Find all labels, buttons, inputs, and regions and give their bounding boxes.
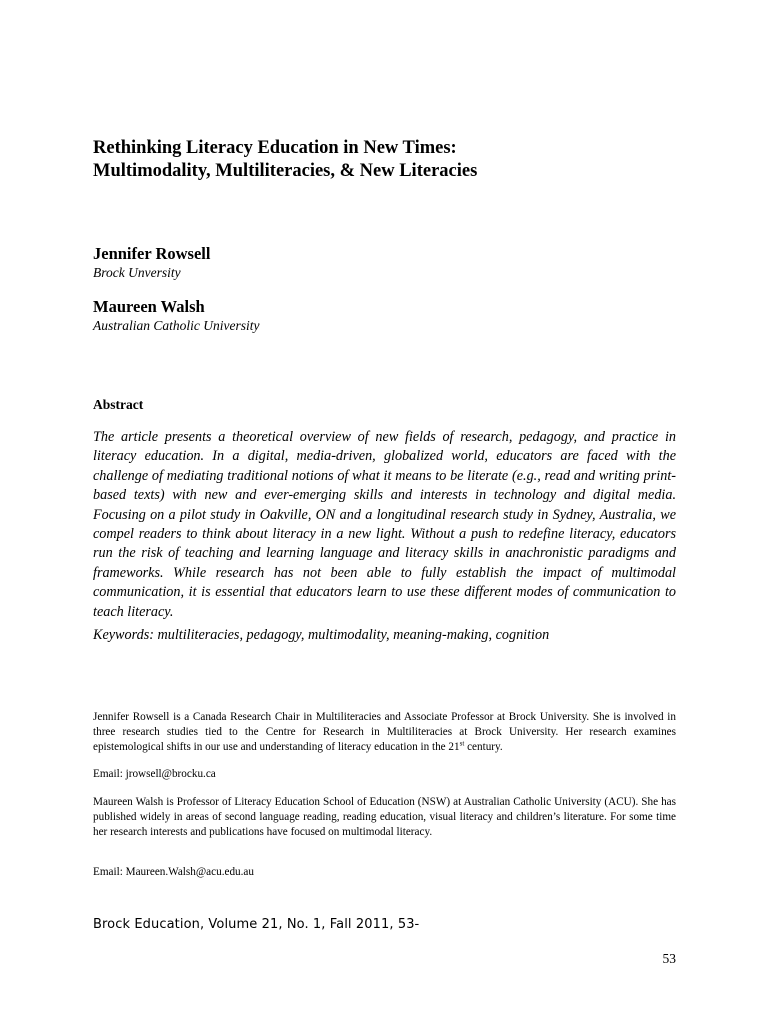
abstract-heading: Abstract bbox=[93, 397, 144, 412]
title-line-1: Rethinking Literacy Education in New Times: bbox=[93, 138, 457, 158]
author-name: Maureen Walsh bbox=[93, 297, 205, 316]
author-bio bbox=[93, 710, 676, 754]
author-affiliation: Australian Catholic University bbox=[93, 318, 260, 333]
author-email: Email: jrowsell@brocku.ca bbox=[93, 768, 216, 780]
author-affiliation: Brock Unversity bbox=[93, 265, 181, 280]
abstract-body: The article presents a theoretical overview of new fields of research, pedagogy, and practice in literacy education. In a digital, media-driven, globalized world, educators are faced with the challenge of mediating traditional notions of what it means to be literate (e.g., read and writing print-based texts) with new and ever-emerging skills and interests in technology and digital media. Focusing on a pilot study in Oakville, ON and a longitudinal research study in Sydney, Australia, we compel readers to think about literacy in a new light. Without a push to redefine literacy, educators run the risk of teaching and learning language and literacy skills in anachronistic paradigms and frameworks. While research has not been able to fully establish the impact of multimodal communication, it is essential that educators learn to use these different modes of communication to teach literacy. bbox=[93, 429, 676, 620]
author-block bbox=[93, 244, 593, 281]
author-name: Jennifer Rowsell bbox=[93, 244, 211, 263]
title-line-2: Multimodality, Multiliteracies, & New Literacies bbox=[93, 161, 478, 181]
author-bio: Maureen Walsh is Professor of Literacy Education School of Education (NSW) at Australian Catholic University (ACU). She has published widely in areas of second language reading, reading education, visual literacy and children’s literature. For some time her research interests and publications have focused on multimodal literacy. bbox=[93, 796, 676, 838]
bio-text-end: century. bbox=[464, 740, 503, 753]
paper-title bbox=[93, 137, 693, 183]
page-number: 53 bbox=[662, 951, 676, 966]
bio-superscript: st bbox=[459, 738, 465, 747]
bio-text: Jennifer Rowsell is a Canada Research Chair in Multiliteracies and Associate Professor at Brock University. She is involved in three research studies tied to the Centre for Research in Multiliteracies at Brock University. Her research examines epistemological shifts in our use and understanding of literacy education in the 21 bbox=[93, 711, 676, 753]
author-block bbox=[93, 297, 593, 334]
keywords: Keywords: multiliteracies, pedagogy, multimodality, meaning-making, cognition bbox=[93, 627, 550, 643]
author-email: Email: Maureen.Walsh@acu.edu.au bbox=[93, 866, 254, 878]
journal-citation: Brock Education, Volume 21, No. 1, Fall 2011, 53- bbox=[93, 917, 420, 932]
